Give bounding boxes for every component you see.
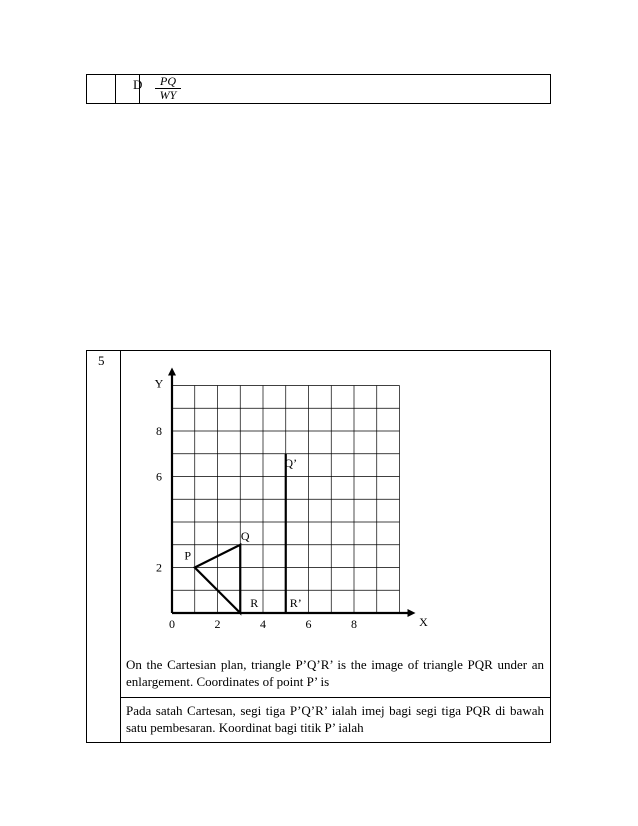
x-tick-label: 6 — [305, 617, 312, 631]
y-tick-label: 8 — [156, 424, 162, 438]
question-text-malay: Pada satah Cartesan, segi tiga P’Q’R’ ialah imej bagi segi tiga PQR di bawah satu pembesaran. Koordinat bagi titik P’ ialah — [126, 703, 544, 735]
y-tick-label: 2 — [156, 560, 162, 575]
point-label: Q — [240, 528, 250, 543]
point-label: Q’ — [284, 455, 298, 470]
fraction-denominator: WY — [159, 88, 177, 102]
x-tick-label: 0 — [169, 617, 175, 631]
point-label: R — [250, 596, 259, 610]
point-label: R’ — [289, 596, 302, 610]
x-tick-label: 2 — [214, 617, 221, 631]
point-label: P — [184, 548, 192, 563]
option-letter: D — [133, 77, 143, 92]
x-axis-label: X — [419, 615, 428, 629]
labels — [155, 377, 429, 632]
axes — [168, 368, 416, 618]
x-tick-label: 4 — [260, 617, 266, 631]
question-text-english: On the Cartesian plan, triangle P’Q’R’ is the image of triangle PQR under an enlargement. Coordinates of point P’ is — [126, 657, 544, 689]
y-tick-label: 6 — [156, 469, 162, 484]
y-axis-arrow-icon — [168, 368, 176, 376]
x-tick-label: 8 — [351, 617, 357, 631]
fraction-numerator: PQ — [155, 75, 181, 89]
question-number: 5 — [98, 353, 105, 368]
x-axis-arrow-icon — [408, 609, 416, 617]
y-axis-label: Y — [154, 376, 164, 391]
